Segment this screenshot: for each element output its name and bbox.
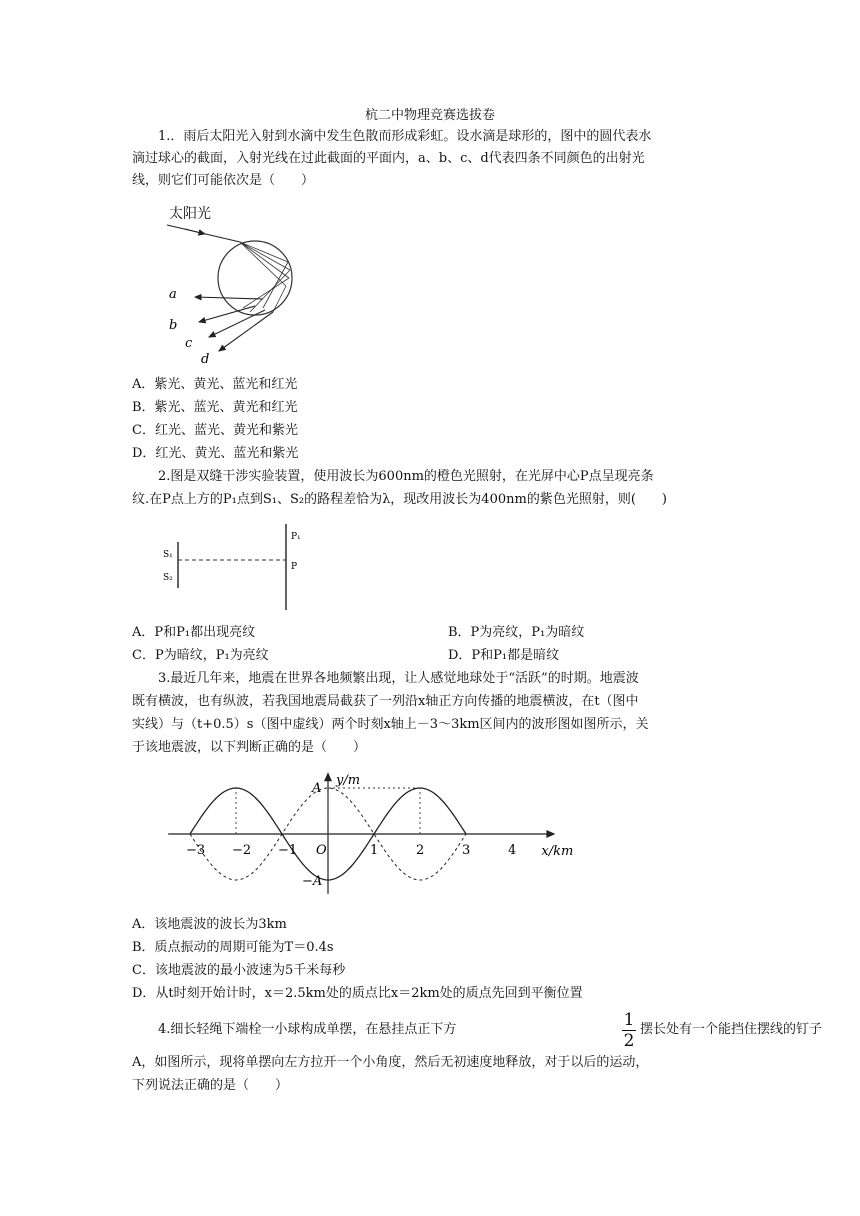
x-tick-label: −2 <box>232 843 252 858</box>
x-axis-label: x/km <box>541 844 574 859</box>
q3-line-4: 于该地震波，以下判断正确的是（ ） <box>132 740 367 755</box>
ray-label-d: d <box>201 352 210 367</box>
q1-option-d: D．红光、黄光、蓝光和紫光 <box>132 446 299 461</box>
slit-s2-label: S₂ <box>163 573 173 583</box>
x-tick-label: 1 <box>370 843 379 858</box>
y-axis-arrow <box>324 772 332 781</box>
ray-label-a: a <box>169 287 177 302</box>
q3-option-b: B．质点振动的周期可能为T＝0.4s <box>132 940 334 955</box>
fraction-numerator: 1 <box>623 1010 635 1030</box>
q1-line-1: 1.．雨后太阳光入射到水滴中发生色散而形成彩虹。设水滴是球形的，图中的圆代表水 <box>158 129 652 144</box>
q3-line-1: 3.最近几年来，地震在世界各地频繁出现，让人感觉地球处于“活跃”的时期。地震波 <box>158 671 639 686</box>
q2-option-d: D．P和P₁都是暗纹 <box>448 648 560 663</box>
x-tick-label: −1 <box>278 843 298 858</box>
exam-title: 杭二中物理竞赛选拔卷 <box>364 108 495 123</box>
y-tick-label-A: A <box>312 781 322 796</box>
x-tick-label: 3 <box>462 843 471 858</box>
q1-line-3: 线，则它们可能依次是（ ） <box>132 173 315 188</box>
q1-line-2: 滴过球心的截面，入射光线在过此截面的平面内，a、b、c、d代表四条不同颜色的出射光 <box>132 151 645 166</box>
q2-line-2: 纹.在P点上方的P₁点到S₁、S₂的路程差恰为λ，现改用波长为400nm的紫色光照射，则( ) <box>132 492 667 507</box>
rainbow-droplet-figure <box>155 200 305 370</box>
point-p-label: P <box>291 562 298 572</box>
q3-line-3: 实线）与（t+0.5）s（图中虚线）两个时刻x轴上－3～3km区间内的波形图如图所示，关 <box>132 717 649 732</box>
fraction-denominator: 2 <box>623 1031 635 1051</box>
q4-fraction-half <box>622 1010 636 1051</box>
q3-option-a: A．该地震波的波长为3km <box>132 917 287 932</box>
q3-option-d: D．从t时刻开始计时，x＝2.5km处的质点比x＝2km处的质点先回到平衡位置 <box>132 986 583 1001</box>
q4-line-3: 下列说法正确的是（ ） <box>132 1078 289 1093</box>
droplet-circle <box>218 241 292 315</box>
point-p1-label: P₁ <box>291 532 301 542</box>
x-axis-arrow <box>546 830 555 838</box>
double-slit-figure <box>160 520 320 615</box>
q2-line-1: 2.图是双缝干涉实验装置，使用波长为600nm的橙色光照射，在光屏中心P点呈现亮条 <box>158 469 654 484</box>
q1-option-b: B．紫光、蓝光、黄光和红光 <box>132 400 298 415</box>
x-tick-label: −3 <box>186 843 206 858</box>
sun-label: 太阳光 <box>169 206 211 222</box>
x-tick-label: 2 <box>416 843 425 858</box>
q2-option-a: A．P和P₁都出现亮纹 <box>132 625 256 640</box>
y-axis-label: y/m <box>336 773 361 789</box>
q1-option-a: A．紫光、黄光、蓝光和红光 <box>132 377 298 392</box>
q4-line-1a: 4.细长轻绳下端栓一小球构成单摆，在悬挂点正下方 <box>158 1022 457 1037</box>
slit-s1-label: S₁ <box>163 550 173 560</box>
ray-label-c: c <box>185 336 193 351</box>
wave-chart <box>150 758 574 908</box>
q2-option-b: B．P为亮纹，P₁为暗纹 <box>448 625 585 640</box>
q3-option-c: C．该地震波的最小波速为5千米每秒 <box>132 963 346 978</box>
y-tick-label-minus-A: −A <box>302 874 323 889</box>
q3-line-2: 既有横波，也有纵波，若我国地震局截获了一列沿x轴正方向传播的地震横波，在t（图中 <box>132 694 639 709</box>
q4-line-1b: 摆长处有一个能挡住摆线的钉子 <box>640 1022 823 1037</box>
ray-label-b: b <box>169 318 178 333</box>
q2-option-c: C．P为暗纹，P₁为亮纹 <box>132 648 269 663</box>
q4-line-2: A，如图所示，现将单摆向左方拉开一个小角度，然后无初速度地释放，对于以后的运动， <box>132 1055 649 1070</box>
x-tick-label: 4 <box>508 843 517 858</box>
q1-option-c: C．红光、蓝光、黄光和紫光 <box>132 423 298 438</box>
x-tick-label: O <box>316 843 327 858</box>
